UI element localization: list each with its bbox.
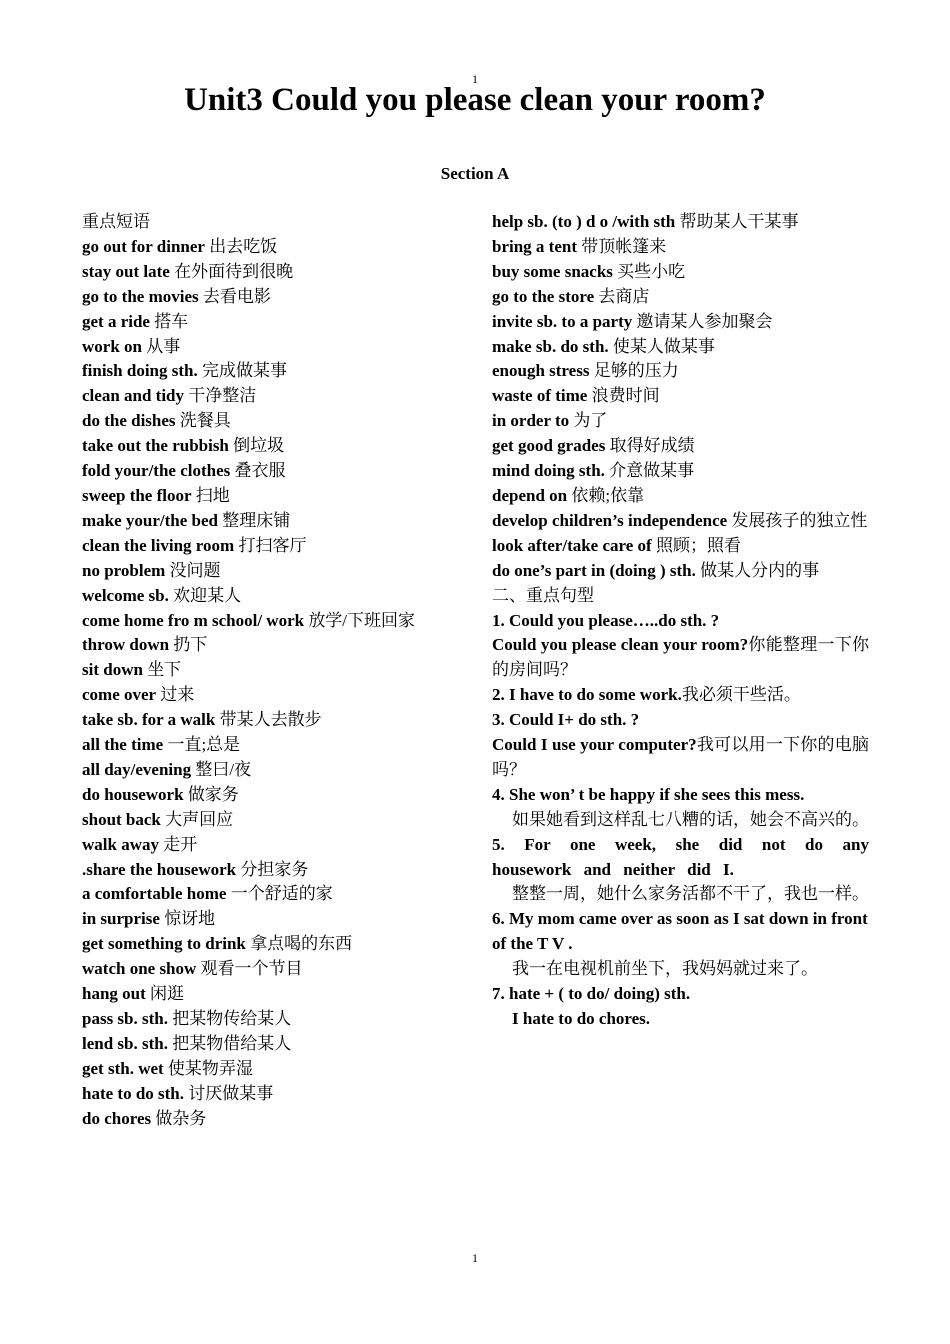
phrase-row: [82, 833, 467, 858]
left-phrase-list: [82, 235, 467, 1132]
phrase-zh: 洗餐具: [179, 411, 231, 431]
section-heading: Section A: [440, 164, 510, 183]
phrase-row: [82, 285, 467, 310]
phrase-en: go to the store: [492, 286, 595, 306]
phrase-row: [82, 384, 467, 409]
phrase-zh: 在外面待到很晚: [174, 261, 294, 281]
sentence-5-pattern: 5. For one week, she did not do any housework and neither did I.: [492, 834, 869, 879]
phrase-zh: 取得好成绩: [609, 436, 695, 456]
phrase-zh: 拿点喝的东西: [250, 934, 353, 954]
phrase-zh: 走开: [163, 834, 198, 854]
phrase-en: work on: [82, 336, 142, 356]
sentence-7-pattern: 7. hate + ( to do/ doing) sth.: [492, 984, 691, 1004]
phrase-en: shout back: [82, 809, 161, 829]
page-number-bottom: 1: [472, 1251, 478, 1265]
phrase-row: [82, 484, 467, 509]
phrase-row: [82, 310, 467, 335]
sentence-1-example: [492, 633, 869, 683]
phrase-zh: 坐下: [147, 660, 182, 680]
phrase-en: do chores: [82, 1108, 152, 1128]
phrase-en: mind doing sth.: [492, 461, 605, 481]
phrase-en: in order to: [492, 411, 570, 431]
phrase-row: [82, 609, 467, 634]
phrase-en: get a ride: [82, 311, 150, 331]
phrase-zh: 邀请某人参加聚会: [636, 311, 773, 331]
phrase-en: get good grades: [492, 436, 606, 456]
phrase-row: [492, 509, 869, 534]
phrase-en: stay out late: [82, 261, 170, 281]
phrase-row: [492, 409, 869, 434]
phrase-row: [492, 534, 869, 559]
phrase-row: [82, 708, 467, 733]
phrase-en: go to the movies: [82, 286, 199, 306]
phrase-en: do the dishes: [82, 411, 176, 431]
phrase-zh: 使某物弄湿: [167, 1058, 253, 1078]
phrase-en: all the time: [82, 735, 164, 755]
phrase-en: help sb. (to ) d o /with sth: [492, 212, 676, 231]
phrase-row: [82, 982, 467, 1007]
sentence-3-example-zh: 我可以用一下你的电脑吗？: [492, 735, 870, 779]
sentence-4-pattern: 4. She won’ t be happy if she sees this mess.: [492, 784, 805, 804]
phrase-row: [82, 1032, 467, 1057]
phrase-en: hang out: [82, 984, 146, 1004]
phrase-en: watch one show: [82, 959, 197, 979]
phrase-zh: 放学/下班回家: [308, 610, 416, 630]
sentences-heading: 二、重点句型: [492, 585, 594, 605]
phrase-row: [492, 559, 869, 584]
phrase-zh: 扔下: [173, 635, 208, 655]
phrase-zh: 观看一个节目: [200, 959, 303, 979]
right-column: [492, 210, 869, 1032]
phrase-zh: 叠衣服: [234, 461, 286, 481]
phrase-row: [492, 459, 869, 484]
phrase-row: [82, 907, 467, 932]
phrase-row: [492, 235, 869, 260]
phrase-zh: 出去吃饭: [209, 236, 278, 256]
phrase-zh: 整理床铺: [222, 510, 291, 530]
phrase-row: [82, 434, 467, 459]
phrase-en: buy some snacks: [492, 261, 613, 281]
phrase-row: [82, 584, 467, 609]
phrase-zh: 浪费时间: [591, 386, 660, 406]
sentence-3-pattern: 3. Could I+ do sth. ?: [492, 710, 640, 730]
phrase-row: [492, 210, 869, 235]
right-phrase-list: [492, 210, 869, 584]
phrase-row: [82, 409, 467, 434]
phrase-en: go out for dinner: [82, 236, 205, 256]
phrase-row: [82, 235, 467, 260]
phrase-row: [82, 1007, 467, 1032]
phrase-zh: 做杂务: [155, 1108, 207, 1128]
phrase-zh: 帮助某人干某事: [679, 212, 799, 231]
phrase-row: [82, 335, 467, 360]
sentence-1-pattern: 1. Could you please…..do sth. ?: [492, 610, 720, 630]
phrase-row: [82, 633, 467, 658]
phrase-zh: 一直;总是: [167, 735, 241, 755]
sentence-2-zh: 我必须干些活。: [681, 685, 801, 705]
phrase-row: [82, 932, 467, 957]
phrase-zh: 把某物借给某人: [172, 1033, 292, 1053]
phrase-en: depend on: [492, 485, 568, 505]
sentence-1-example-zh: 你能整理一下你的房间吗？: [492, 635, 870, 680]
phrase-row: [82, 459, 467, 484]
phrase-row: [82, 534, 467, 559]
phrase-en: welcome sb.: [82, 585, 169, 605]
phrase-en: make your/the bed: [82, 510, 218, 530]
page-number-top: 1: [472, 72, 478, 86]
phrase-en: a comfortable home: [82, 884, 227, 904]
phrase-en: walk away: [82, 834, 159, 854]
phrase-row: [492, 285, 869, 310]
phrase-en: look after/take care of: [492, 535, 652, 555]
phrase-zh: 闲逛: [150, 984, 185, 1004]
sentence-1-example-en: Could you please clean your room?: [492, 635, 749, 655]
phrase-row: [82, 783, 467, 808]
phrase-zh: 发展孩子的独立性: [731, 510, 868, 530]
phrase-row: [82, 1082, 467, 1107]
phrase-row: [492, 384, 869, 409]
phrase-zh: 带顶帐篷来: [581, 236, 667, 256]
phrase-row: [492, 335, 869, 360]
phrase-en: all day/evening: [82, 759, 192, 779]
phrase-row: [82, 882, 467, 907]
phrase-row: [82, 1057, 467, 1082]
phrase-en: get something to drink: [82, 934, 246, 954]
phrase-zh: 去看电影: [202, 286, 271, 306]
phrase-zh: 足够的压力: [593, 361, 679, 381]
phrase-en: lend sb. sth.: [82, 1033, 168, 1053]
phrase-zh: 讨厌做某事: [188, 1083, 274, 1103]
phrase-zh: 为了: [573, 411, 608, 431]
phrase-zh: 没问题: [169, 560, 221, 580]
phrase-row: [82, 957, 467, 982]
phrase-row: [82, 808, 467, 833]
phrase-zh: 把某物传给某人: [172, 1009, 292, 1028]
sentence-7-translation: I hate to do chores.: [512, 1009, 651, 1028]
phrase-en: invite sb. to a party: [492, 311, 633, 331]
phrase-zh: 倒垃圾: [233, 436, 285, 456]
phrase-en: sweep the floor: [82, 485, 192, 505]
sentence-5-translation: 整整一周，她什么家务活都不干了，我也一样。: [512, 884, 869, 904]
phrase-zh: 去商店: [598, 286, 650, 306]
phrase-zh: 买些小吃: [617, 261, 686, 281]
phrase-zh: 介意做某事: [609, 461, 695, 481]
phrase-zh: 扫地: [195, 485, 230, 505]
phrase-en: hate to do sth.: [82, 1083, 185, 1103]
phrase-en: clean the living room: [82, 535, 235, 555]
phrase-row: [82, 359, 467, 384]
phrase-row: [82, 758, 467, 783]
phrase-zh: 一个舒适的家: [230, 884, 333, 904]
phrase-row: [82, 858, 467, 883]
left-column: [82, 210, 467, 1132]
phrase-row: [82, 1107, 467, 1132]
phrase-zh: 做某人分内的事: [700, 560, 820, 580]
sentence-3-example-en: Could I use your computer?: [492, 735, 697, 755]
phrase-en: .share the housework: [82, 859, 237, 879]
phrase-en: take sb. for a walk: [82, 710, 216, 730]
phrase-row: [492, 310, 869, 335]
phrase-row: [492, 260, 869, 285]
phrase-en: do housework: [82, 784, 184, 804]
phrase-en: clean and tidy: [82, 386, 185, 406]
sentence-6-pattern: 6. My mom came over as soon as I sat down in front of the T V .: [492, 909, 868, 954]
phrase-row: [82, 658, 467, 683]
phrase-en: do one’s part in (doing ) sth.: [492, 560, 696, 580]
phrase-row: [82, 733, 467, 758]
phrase-zh: 照顾；照看: [655, 535, 741, 555]
phrase-zh: 依赖;依靠: [571, 485, 645, 505]
phrase-en: sit down: [82, 660, 143, 680]
phrase-en: come over: [82, 685, 157, 705]
phrase-en: make sb. do sth.: [492, 336, 609, 356]
phrase-en: no problem: [82, 560, 166, 580]
phrase-zh: 分担家务: [240, 859, 309, 879]
phrase-en: waste of time: [492, 386, 588, 406]
sentence-2: [492, 683, 869, 708]
phrase-en: develop children’s independence: [492, 510, 728, 530]
phrase-zh: 惊讶地: [164, 909, 216, 929]
phrases-heading: 重点短语: [82, 212, 150, 231]
phrase-en: bring a tent: [492, 236, 577, 256]
phrase-row: [492, 434, 869, 459]
phrase-zh: 打扫客厅: [238, 535, 307, 555]
phrase-zh: 干净整洁: [188, 386, 257, 406]
phrase-en: pass sb. sth.: [82, 1009, 168, 1028]
phrase-zh: 从事: [146, 336, 181, 356]
phrase-en: enough stress: [492, 361, 590, 381]
phrase-zh: 整曰/夜: [195, 759, 252, 779]
phrase-zh: 过来: [160, 685, 195, 705]
phrase-row: [82, 559, 467, 584]
phrase-row: [492, 359, 869, 384]
page-title: Unit3 Could you please clean your room?: [184, 82, 766, 118]
phrase-en: throw down: [82, 635, 170, 655]
phrase-row: [82, 509, 467, 534]
phrase-zh: 做家务: [187, 784, 239, 804]
phrase-zh: 搭车: [154, 311, 189, 331]
phrase-row: [82, 260, 467, 285]
sentence-3-example: [492, 733, 869, 783]
phrase-en: fold your/the clothes: [82, 461, 231, 481]
phrase-zh: 使某人做某事: [612, 336, 715, 356]
phrase-en: get sth. wet: [82, 1058, 164, 1078]
phrase-zh: 完成做某事: [202, 361, 287, 381]
sentence-6-translation: 我一在电视机前坐下，我妈妈就过来了。: [512, 959, 818, 979]
phrase-en: in surprise: [82, 909, 160, 929]
phrase-zh: 大声回应: [165, 809, 234, 829]
phrase-row: [492, 484, 869, 509]
phrase-en: take out the rubbish: [82, 436, 229, 456]
phrase-en: finish doing sth.: [82, 361, 198, 381]
phrase-row: [82, 683, 467, 708]
phrase-en: come home fro m school/ work: [82, 610, 305, 630]
phrase-zh: 欢迎某人: [173, 585, 242, 605]
sentence-4-translation: 如果她看到这样乱七八糟的话，她会不高兴的。: [512, 809, 869, 829]
sentence-2-pattern: 2. I have to do some work.: [492, 685, 682, 705]
phrase-zh: 带某人去散步: [219, 710, 322, 730]
